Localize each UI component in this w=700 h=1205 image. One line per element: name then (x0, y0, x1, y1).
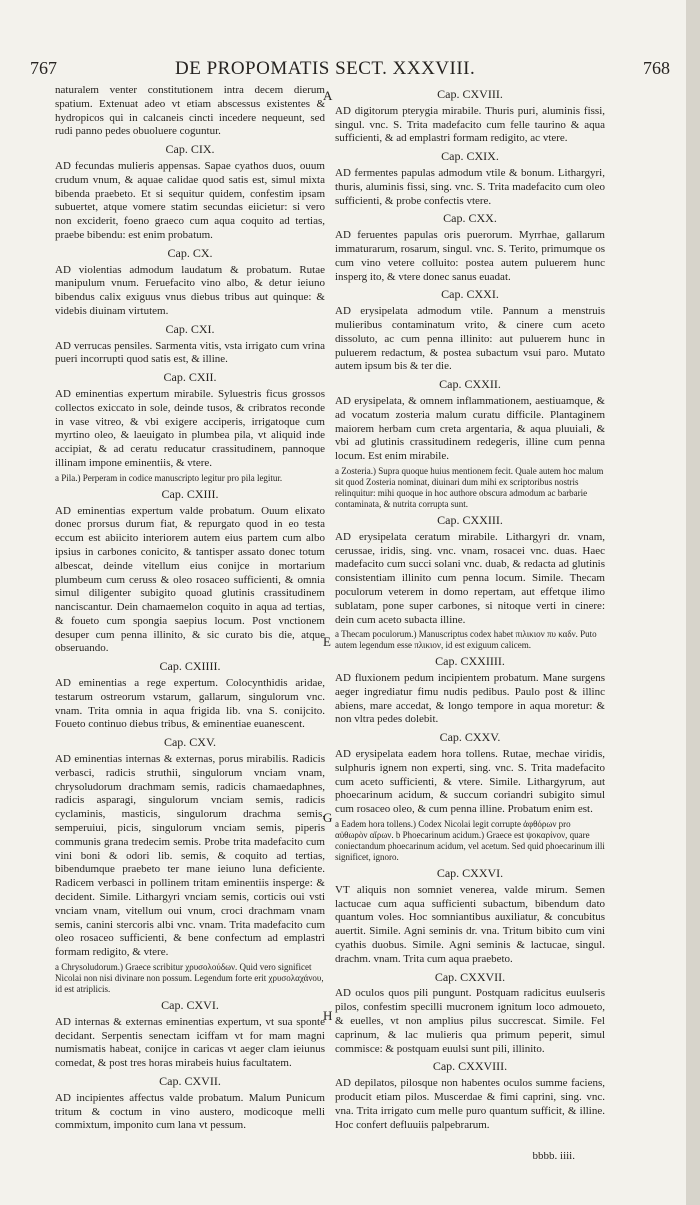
chapter-heading: Cap. CXXIIII. (435, 654, 505, 669)
margin-letter-a: A (323, 88, 333, 103)
chapter-heading: Cap. CXII. (163, 370, 217, 385)
paragraph: AD digitorum pterygia mirabile. Thuris puri, aluminis fissi, singul. vnc. S. Trita madefacito cum felle taurino & aqua sufficienti, & ad emplastri formam redigito, ac vtere. (335, 104, 605, 145)
chapter-heading: Cap. CXXVII. (434, 969, 506, 984)
chapter-heading: Cap. CXXV. (439, 730, 501, 745)
chapter-heading: Cap. CXIII. (161, 486, 219, 501)
paragraph: naturalem venter constitutionem intra decem dierum spatium. Extenuat adeo vt etiam abscessus existentes & hydropicos qui in calcaneis cincti incedere nequeunt, sed rudi panno pedes obuoluere coguntur. (55, 84, 325, 138)
chapter-heading: Cap. CXXVI. (436, 866, 504, 881)
paragraph: AD erysipelata admodum vtile. Pannum a menstruis mulieribus contaminatum vrito, & cinere cum aceto dissoluto, ac cum penna illinito: aut puluerem hunc in puluerem redactum, & postea subactum vsui paro. Mutato autem ipsum bis & ter die. (335, 305, 605, 373)
chapter-heading: Cap. CIX. (165, 142, 215, 157)
paragraph: AD fluxionem pedum incipientem probatum. Mane surgens aeger ingrediatur fimu nudis pedibus. Paulo post & illinc abiens, mare accedat, & longo tempore in aqua moretur: & non vltra pedes dolebit. (335, 672, 605, 726)
paragraph: AD erysipelata, & omnem inflammationem, aestiuamque, & ad vocatum zosteria malum curatu difficile. Plantaginem maiorem herbam cum creta argentaria, & aqua pluuiali, & vbi ad glutinis crassitudinem redegeris, illine cum penna locum. Est enim mirabile. (335, 394, 605, 463)
chapter-heading: Cap. CXVII. (159, 1074, 221, 1088)
margin-letter-h: H (323, 1008, 333, 1023)
paragraph: AD violentias admodum laudatum & probatum. Rutae manipulum vnum. Feruefacito vino albo, & detur ieiuno bibendus calix exiguus vnus diebus tribus aut quinque: & videbis diuinam virtutem. (55, 263, 325, 317)
chapter-heading: Cap. CX. (167, 245, 213, 260)
right-column (335, 84, 605, 1132)
running-title: DE PROPOMATIS SECT. XXXVIII. (175, 58, 476, 79)
paragraph: AD oculos quos pili pungunt. Postquam radicitus euulseris pilos, confestim specilli mucronem ignitum loco admoueto, & euelles, vt non amplius pilus succrescat. Simile. Fel caprinum, & lac mulieris qua primum peperit, simul commisce: & postquam euulsi sunt pili, illinito. (335, 987, 605, 1055)
footnote: a Chrysoludorum.) Graece scribitur χρυσολούδων. Quid vero significet Nicolai non nisi divinare non possum. Legendum forte erit χρυσολαχάνου, id est atriplicis. (55, 962, 324, 995)
paragraph: AD fecundas mulieris appensas. Sapae cyathos duos, ouum crudum vnum, & aquae calidae quod satis est, simul mixta bibenda praebeto. Et si sequitur quidem, confestim ipsam subuertet, atque vomere statim secundas eiicietur: si vero non exciderit, foeno graeco cum aqua coquito ad tertias, praebe bibendu: est enim probatum. (55, 159, 325, 241)
paragraph: VT aliquis non somniet venerea, valde mirum. Semen lactucae cum aqua sufficienti subactum, bibendum dato quantum voles. Hoc somniantibus auxiliatur, & concubitus auertit. Simile. Agni seminis dr. vna. Tritum bibito cum vini cyathis duobus. Simile. Agni seminis & lactucae, singul. drachm. vnam. Trita cum aqua praebeto. (335, 883, 605, 965)
paragraph: AD eminentias expertum valde probatum. Ouum elixato donec prorsus durum fiat, & repurgato quod in eo testa eccum est abiicito interiorem autem eius partem cum albo ipsius in carbones conicito, & tantisper assato donec totum albescat, deinde vitellum eius conijce in mortarium plumbeum cum ceruss & oleo rosaceo sufficienti, & omnia simul diligenter subigito quoad glutinis crassitudinem nanciscantur. Dein chamaemelon coquito in aqua ad tertias, & foueto cum spongia saepius locum. Post vnctionem desuper cum penna illinito, & sic curato bis die, atque obseruando. (55, 504, 325, 655)
chapter-heading: Cap. CXVI. (161, 998, 219, 1013)
paragraph: AD fermentes papulas admodum vtile & bonum. Lithargyri, thuris, aluminis fissi, sing. vnc. S. Trita madefacito cum oleo sufficienti, & probe confectis vtere. (335, 166, 605, 207)
chapter-heading: Cap. CXXVIII. (432, 1059, 508, 1074)
paragraph: AD depilatos, pilosque non habentes oculos summe faciens, producit etiam pilos. Muscerdae & fimi caprini, sing. vnc. vna. Trita irrigato cum melle puro quantum sufficit, & illine. Hoc confert defluuiis palpebrarum. (335, 1077, 605, 1131)
paragraph: AD incipientes affectus valde probatum. Malum Punicum tritum & coctum in vino austero, modicoque melli commixtum, imponito cum lana vt pessum. (55, 1091, 325, 1132)
chapter-heading: Cap. CXV. (163, 735, 217, 750)
signature-mark: bbbb. iiii. (532, 1150, 575, 1162)
paragraph: AD eminentias a rege expertum. Colocynthidis aridae, testarum ostreorum vstarum, gallarum, singulorum vnc. vnam. Trita omnia in aqua frigida lib. vna S. conijcito. Foueto continuo diebus tribus, & eminentiae euanescent. (55, 677, 325, 731)
footnote: a Eadem hora tollens.) Codex Nicolai legit corrupte ἀφθόρων pro αὐθωρὸν αἴρων. b Phoecarinum acidum.) Graece est ψοκαρίνον, quare coniectandum phoecarinum acidum, vel acetum. Sed quid phoecarinum illi significet, ignoro. (335, 819, 605, 863)
paragraph: AD eminentias expertum mirabile. Syluestris ficus grossos collectos exiccato in sole, deinde tusos, & cribratos reconde in vase vitreo, & vbi exigere acciperis, irrigatoque cum myrtino oleo, & laeuigato in plumbea pila, vt aliquid inde accipiat, & ad ceratu reducatur crassitudinem, pannoque illinam impone eminentiis, & vtere. (55, 387, 325, 469)
page-number-right: 768 (643, 58, 670, 78)
chapter-heading: Cap. CXIX. (441, 149, 499, 164)
left-column (55, 84, 325, 1133)
chapter-heading: Cap. CXXIII. (437, 512, 503, 527)
footnote: a Pila.) Perperam in codice manuscripto legitur pro pila legitur. (55, 472, 283, 483)
paragraph: AD feruentes papulas oris puerorum. Myrrhae, gallarum immaturarum, rosarum, singul. vnc. S. Terito, primumque os cum vino vetere colluito: postea autem puluerem hunc insperg ito, & vtere donec sanus euadat. (335, 229, 605, 283)
paragraph: AD internas & externas eminentias expertum, vt sua sponte decidant. Serpentis senectam iciffam vt for mam magni numismatis habeat, conijce in caricas vt aeger clam ieiunus comedat, & post tres horas mirabeis huius facultatem. (55, 1015, 325, 1070)
chapter-heading: Cap. CXVIII. (437, 87, 503, 101)
paragraph: AD erysipelata ceratum mirabile. Lithargyri dr. vnam, cerussae, iridis, sing. vnc. vnam, rosacei vnc. duas. Haec madefacito cum succi solani vnc. duab, & redacta ad glutinis consistentiam illinito cum penna locum. Simile. Thecam poculorum veterem in domo repertam, aut effetque ilimo sublatam, pone super carbones, si nitoque verti in cinere: dein cum aceto subacta illine. (335, 530, 605, 626)
chapter-heading: Cap. CXXI. (441, 287, 499, 302)
paragraph: AD erysipelata eadem hora tollens. Rutae, mechae viridis, sulphuris ignem non experti, sing. vnc. S. Trita madefacito cum aceto sufficienti, & vtere. Simile. Lithargyrum, aut phoecarinum acidum, & succum coriandri subigito simul cum rosaceo oleo, & cum penna illine. Probatum enim est. (335, 748, 605, 816)
page-edge (686, 0, 700, 1205)
page-number-left: 767 (30, 58, 57, 78)
paragraph: AD verrucas pensiles. Sarmenta vitis, vsta irrigato cum vrina pueri incorrupti quod satis est, & illine. (55, 339, 325, 366)
paragraph: AD eminentias internas & externas, porus mirabilis. Radicis verbasci, radicis struthii, singulorum vnciam vnam, chrysoludorum drachmam semis, radicis chamaedaphnes, radicis asparagi, singulorum vnciam semis, radicis cyclaminis, masticis, singulorum drachma semis, semperuiui, picis, singulorum vnciam semis, piperis communis grana tredecim semis. Probe trita madefacito cum vini boni & odori lib. semis, & coquito ad tertias, bibendumque praebeto ter mane ieiuno luna deficiente. Radicem verbasci in pollinem tritam eminentiis insperge: & decident. Simile. Lithargyri vnciam semis, corticis oui vsti vnciam vnam, vitellum oui vnum, croci drachmam vnam semis, canini stercoris albi vnc. vnam. Trita madefacito cum oleo rosaceo sufficienti, & bene confectum ad emplastri formam redigito, & vtere. (55, 753, 325, 959)
margin-letter-g: G (323, 810, 333, 825)
footnote: a Zosteria.) Supra quoque huius mentionem fecit. Quale autem hoc malum sit quod Zosteria nominat, diuinari dum mihi ex scriptoribus nostris relinquitur: mihi quoque in hoc authore obscura admodum ac barbarie contaminata, & nutrita corrupta sunt. (335, 465, 604, 509)
chapter-heading: Cap. CXXII. (439, 377, 501, 392)
chapter-heading: Cap. CXIIII. (159, 659, 221, 674)
margin-letter-e: E (323, 634, 331, 649)
chapter-heading: Cap. CXI. (165, 321, 215, 336)
footnote: a Thecam poculorum.) Manuscriptus codex habet πιλικιον πυ καδν. Puto autem legendum esse πλικιον, id est exiguum calicem. (335, 629, 597, 651)
chapter-heading: Cap. CXX. (443, 211, 497, 226)
